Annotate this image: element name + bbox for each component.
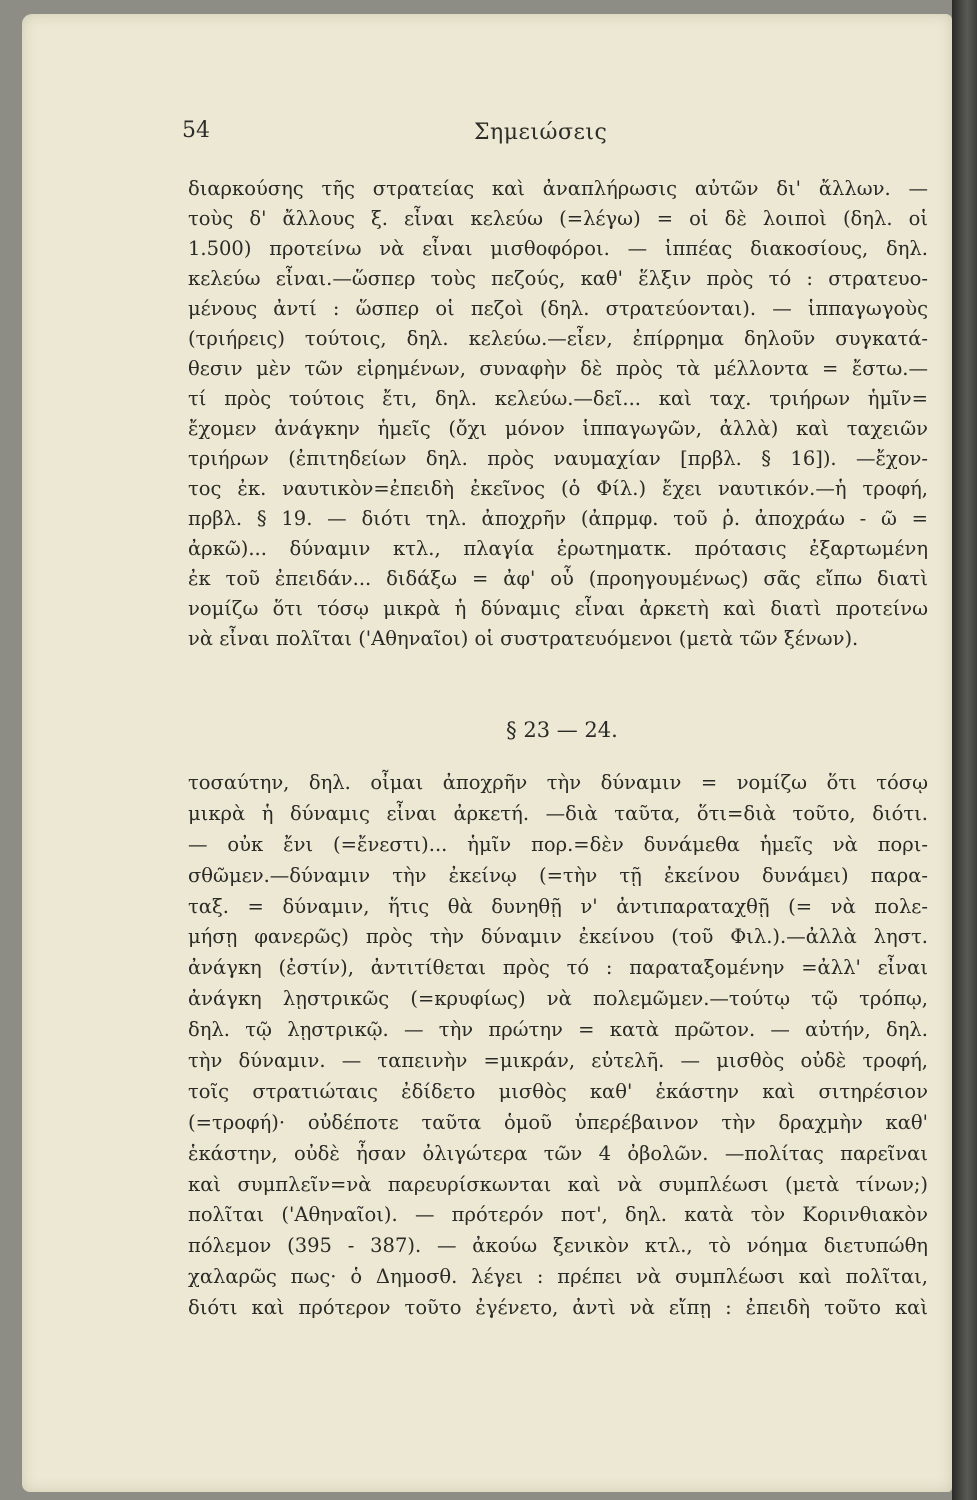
text-line: πρβλ. § 19. — διότι τηλ. ἀποχρῆν (ἀπρμφ. τοῦ ῥ. ἀποχράω - ῶ = bbox=[188, 507, 928, 530]
text-line: τριήρων (ἐπιτηδείων δηλ. πρὸς ναυμαχίαν [πρβλ. § 16]). —ἔχον- bbox=[188, 447, 928, 470]
text-line: τοὺς δ' ἄλλους ξ. εἶναι κελεύω (=λέγω) = οἱ δὲ λοιποὶ (δηλ. οἱ bbox=[188, 207, 928, 230]
text-line: ἑκάστην, οὐδὲ ἦσαν ὀλιγώτερα τῶν 4 ὀβολῶν. —πολίτας παρεῖναι bbox=[188, 1141, 928, 1165]
text-line: νομίζω ὅτι τόσῳ μικρὰ ἡ δύναμις εἶναι ἀρκετὴ καὶ διατὶ προτείνω bbox=[188, 597, 928, 620]
text-line: νὰ εἶναι πολῖται ('Αθηναῖοι) οἱ συστρατευόμενοι (μετὰ τῶν ξένων). bbox=[188, 627, 859, 650]
text-line: ἀνάγκη λῃστρικῶς (=κρυφίως) νὰ πολεμῶμεν.—τούτῳ τῷ τρόπῳ, bbox=[188, 987, 928, 1011]
book-spine-edge bbox=[952, 0, 977, 1500]
text-line: σθῶμεν.—δύναμιν τὴν ἐκείνῳ (=τὴν τῇ ἐκείνου δυνάμει) παρα- bbox=[188, 863, 928, 887]
text-line: (=τροφή)· οὐδέποτε ταῦτα ὁμοῦ ὑπερέβαινον τὴν δραχμὴν καθ' bbox=[188, 1110, 928, 1134]
text-line: τοῖς στρατιώταις ἐδίδετο μισθὸς καθ' ἑκάστην καὶ σιτηρέσιον bbox=[188, 1079, 928, 1103]
text-line: μικρὰ ἡ δύναμις εἶναι ἀρκετή. —διὰ ταῦτα, ὅτι=διὰ τοῦτο, διότι. bbox=[188, 801, 928, 825]
text-line: ἔχομεν ἀνάγκην ἡμεῖς (ὄχι μόνον ἱππαγωγῶν, ἀλλὰ) καὶ ταχειῶν bbox=[188, 417, 928, 440]
text-line: μένους ἀντί : ὥσπερ οἱ πεζοὶ (δηλ. στρατεύονται). — ἱππαγωγοὺς bbox=[188, 297, 928, 320]
text-line: χαλαρῶς πως· ὁ Δημοσθ. λέγει : πρέπει νὰ συμπλέωσι καὶ πολῖται, bbox=[188, 1265, 928, 1289]
commentary-block-2 bbox=[188, 768, 928, 1324]
text-line: τοσαύτην, δηλ. οἶμαι ἀποχρῆν τὴν δύναμιν = νομίζω ὅτι τόσῳ bbox=[188, 771, 928, 794]
text-line: ἀνάγκη (ἐστίν), ἀντιτίθεται πρὸς τό : παραταξομένην =ἀλλ' εἶναι bbox=[188, 956, 928, 980]
text-line: τί πρὸς τούτοις ἔτι, δηλ. κελεύω.—δεῖ... καὶ ταχ. τριήρων ἡμῖν= bbox=[188, 387, 928, 410]
commentary-block-1 bbox=[188, 174, 928, 654]
text-line: κελεύω εἶναι.—ὥσπερ τοὺς πεζούς, καθ' ἕλξιν πρὸς τό : στρατευο- bbox=[188, 267, 928, 290]
text-line: διαρκούσης τῆς στρατείας καὶ ἀναπλήρωσις αὐτῶν δι' ἄλλων. — bbox=[188, 177, 928, 200]
text-line: τὴν δύναμιν. — ταπεινὴν =μικράν, εὐτελῆ. — μισθὸς οὐδὲ τροφή, bbox=[188, 1049, 928, 1073]
text-line: δηλ. τῷ λῃστρικῷ. — τὴν πρώτην = κατὰ πρῶτον. — αὐτήν, δηλ. bbox=[188, 1018, 928, 1042]
text-line: θεσιν μὲν τῶν εἰρημένων, συναφὴν δὲ πρὸς τὰ μέλλοντα = ἔστω.— bbox=[188, 357, 928, 380]
text-line: πολῖται ('Αθηναῖοι). — πρότερόν ποτ', δηλ. κατὰ τὸν Κορινθιακὸν bbox=[188, 1203, 928, 1227]
running-title: Σημειώσεις bbox=[474, 120, 608, 145]
section-heading: § 23 — 24. bbox=[506, 718, 618, 742]
text-line: — οὐκ ἔνι (=ἔνεστι)... ἡμῖν πορ.=δὲν δυνάμεθα ἡμεῖς νὰ πορι- bbox=[188, 832, 928, 856]
text-line: καὶ συμπλεῖν=νὰ παρευρίσκωνται καὶ νὰ συμπλέωσι (μετὰ τίνων;) bbox=[188, 1172, 928, 1196]
text-line: ταξ. = δύναμιν, ἥτις θὰ δυνηθῇ ν' ἀντιπαραταχθῇ (= νὰ πολε- bbox=[188, 894, 928, 918]
text-line: (τριήρεις) τούτοις, δηλ. κελεύω.—εἶεν, ἐπίρρημα δηλοῦν συγκατά- bbox=[188, 327, 928, 350]
text-line: πόλεμον (395 - 387). — ἀκούω ξενικὸν κτλ., τὸ νόημα διετυπώθη bbox=[188, 1234, 928, 1258]
text-line: 1.500) προτείνω νὰ εἶναι μισθοφόροι. — ἱππέας διακοσίους, δηλ. bbox=[188, 237, 928, 260]
book-page bbox=[22, 14, 952, 1492]
page-header bbox=[22, 118, 952, 158]
text-line: τος ἐκ. ναυτικὸν=ἐπειδὴ ἐκεῖνος (ὁ Φίλ.) ἔχει ναυτικόν.—ἡ τροφή, bbox=[188, 477, 928, 500]
text-line: διότι καὶ πρότερον τοῦτο ἐγένετο, ἀντὶ νὰ εἴπῃ : ἐπειδὴ τοῦτο καὶ bbox=[188, 1296, 928, 1320]
text-line: μήσῃ φανερῶς) πρὸς τὴν δύναμιν ἐκείνου (τοῦ Φιλ.).—ἀλλὰ ληστ. bbox=[188, 925, 928, 949]
page-number: 54 bbox=[182, 118, 210, 143]
text-line: ἐκ τοῦ ἐπειδάν... διδάξω = ἀφ' οὗ (προηγουμένως) σᾶς εἴπω διατὶ bbox=[188, 567, 928, 590]
text-line: ἀρκῶ)... δύναμιν κτλ., πλαγία ἐρωτηματκ. πρότασις ἐξαρτωμένη bbox=[188, 537, 928, 560]
